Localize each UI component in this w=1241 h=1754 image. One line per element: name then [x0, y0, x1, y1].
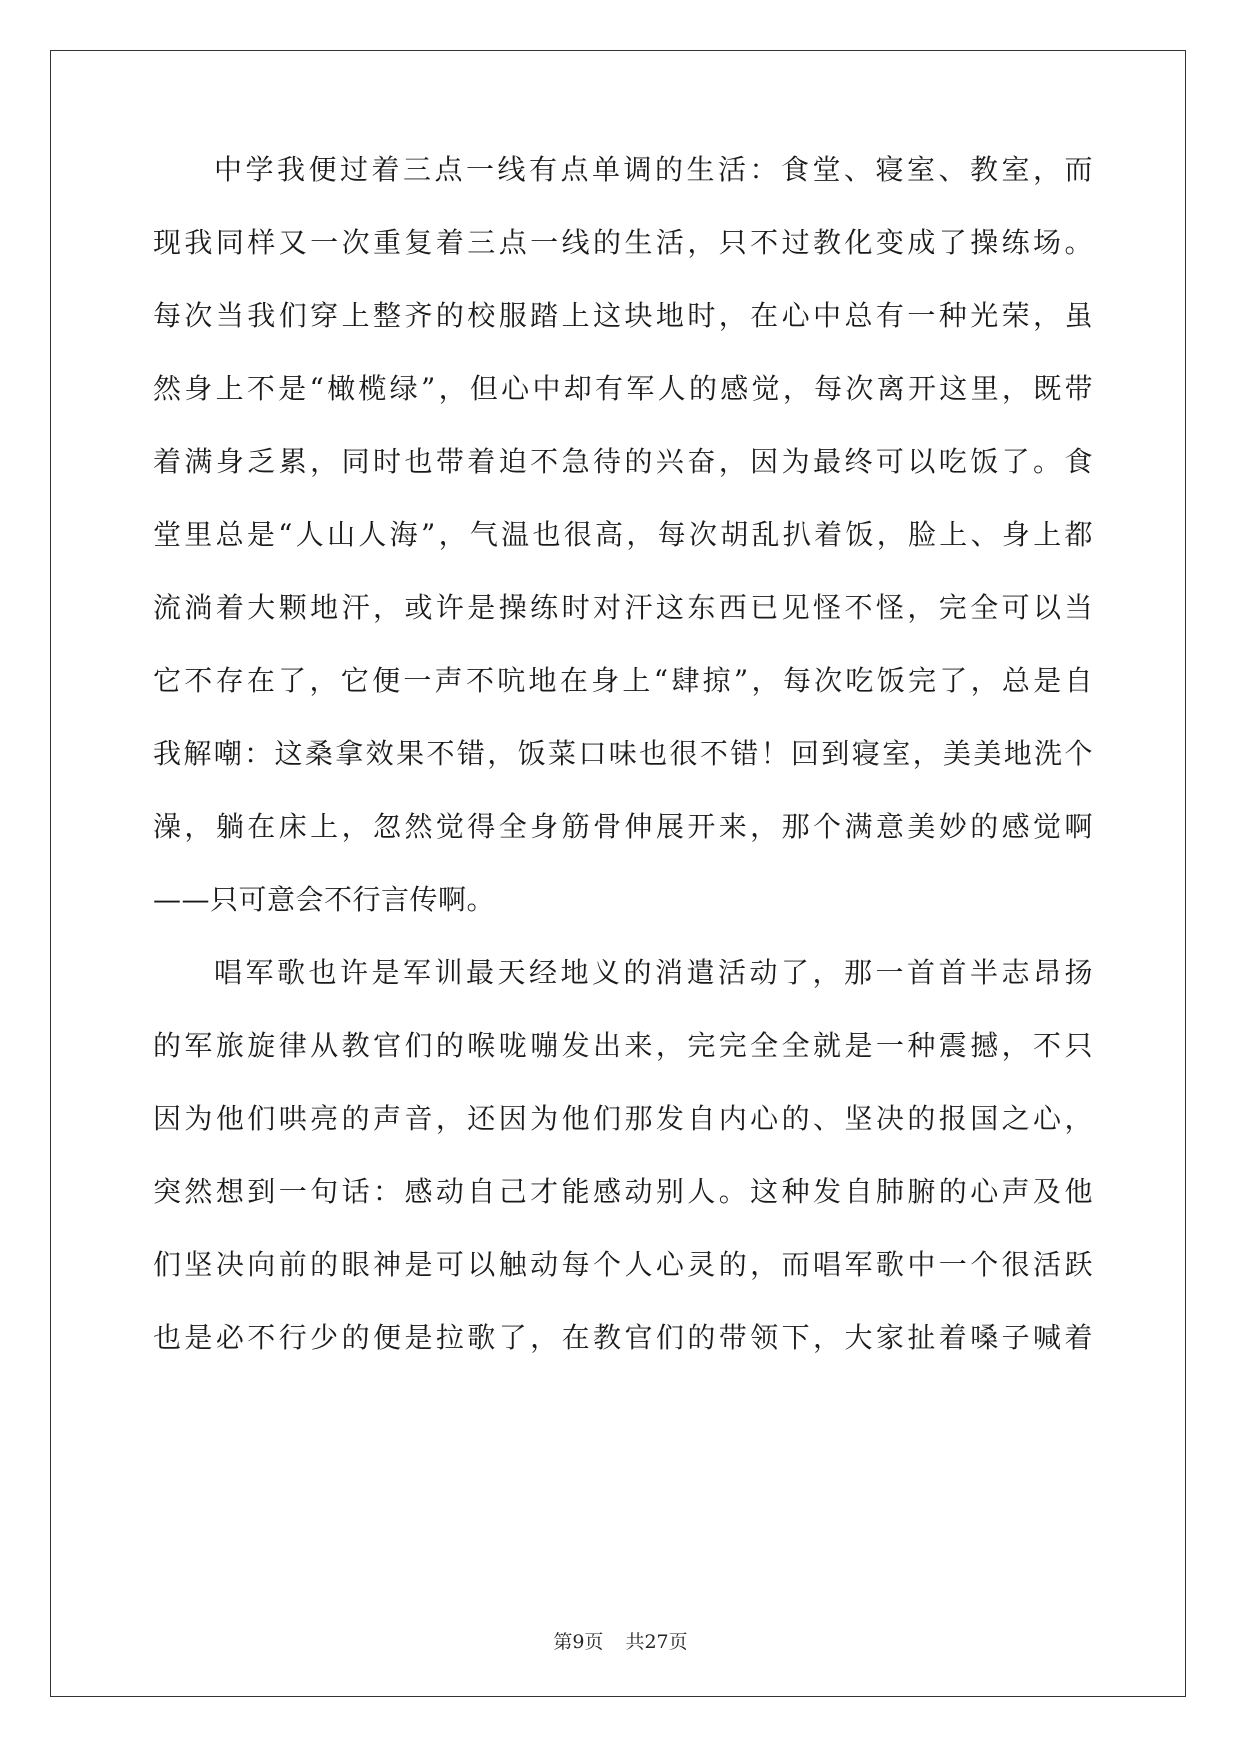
paragraph-1-line-7: 流淌着大颗地汗，或许是操练时对汗这东西已见怪不怪，完全可以当 — [153, 591, 1093, 624]
paragraph-2-line-2: 的军旅旋律从教官们的喉咙嘣发出来，完完全全就是一种震撼，不只 — [153, 1029, 1093, 1062]
paragraph-1-line-6: 堂里总是“人山人海”，气温也很高，每次胡乱扒着饭，脸上、身上都 — [153, 518, 1093, 551]
paragraph-2-line-6: 也是必不行少的便是拉歌了，在教官们的带领下，大家扯着嗓子喊着 — [153, 1321, 1093, 1354]
page-total: 共27页 — [625, 1631, 688, 1653]
paragraph-2-line-3: 因为他们哄亮的声音，还因为他们那发自内心的、坚决的报国之心， — [153, 1102, 1093, 1135]
paragraph-1-line-4: 然身上不是“橄榄绿”，但心中却有军人的感觉，每次离开这里，既带 — [153, 372, 1093, 405]
paragraph-2-line-4: 突然想到一句话：感动自己才能感动别人。这种发自肺腑的心声及他 — [153, 1175, 1093, 1208]
paragraph-2-line-1: 唱军歌也许是军训最天经地义的消遣活动了，那一首首半志昂扬 — [214, 956, 1093, 989]
paragraph-1-line-10: 澡，躺在床上，忽然觉得全身筋骨伸展开来，那个满意美妙的感觉啊 — [153, 810, 1093, 843]
paragraph-1-line-9: 我解嘲：这桑拿效果不错，饭菜口味也很不错！回到寝室，美美地洗个 — [153, 737, 1093, 770]
paragraph-1-line-11: ——只可意会不行言传啊。 — [153, 883, 496, 916]
paragraph-1-line-1: 中学我便过着三点一线有点单调的生活：食堂、寝室、教室，而 — [214, 153, 1093, 186]
page-number: 第9页 — [553, 1631, 604, 1653]
paragraph-1-line-3: 每次当我们穿上整齐的校服踏上这块地时，在心中总有一种光荣，虽 — [153, 299, 1093, 332]
paragraph-1-line-8: 它不存在了，它便一声不吭地在身上“肆掠”，每次吃饭完了，总是自 — [153, 664, 1093, 697]
paragraph-2-line-5: 们坚决向前的眼神是可以触动每个人心灵的，而唱军歌中一个很活跃 — [153, 1248, 1093, 1281]
page-footer — [0, 1630, 1241, 1654]
paragraph-1-line-2: 现我同样又一次重复着三点一线的生活，只不过教化变成了操练场。 — [153, 226, 1093, 259]
paragraph-1-line-5: 着满身乏累，同时也带着迫不急待的兴奋，因为最终可以吃饭了。食 — [153, 445, 1093, 478]
